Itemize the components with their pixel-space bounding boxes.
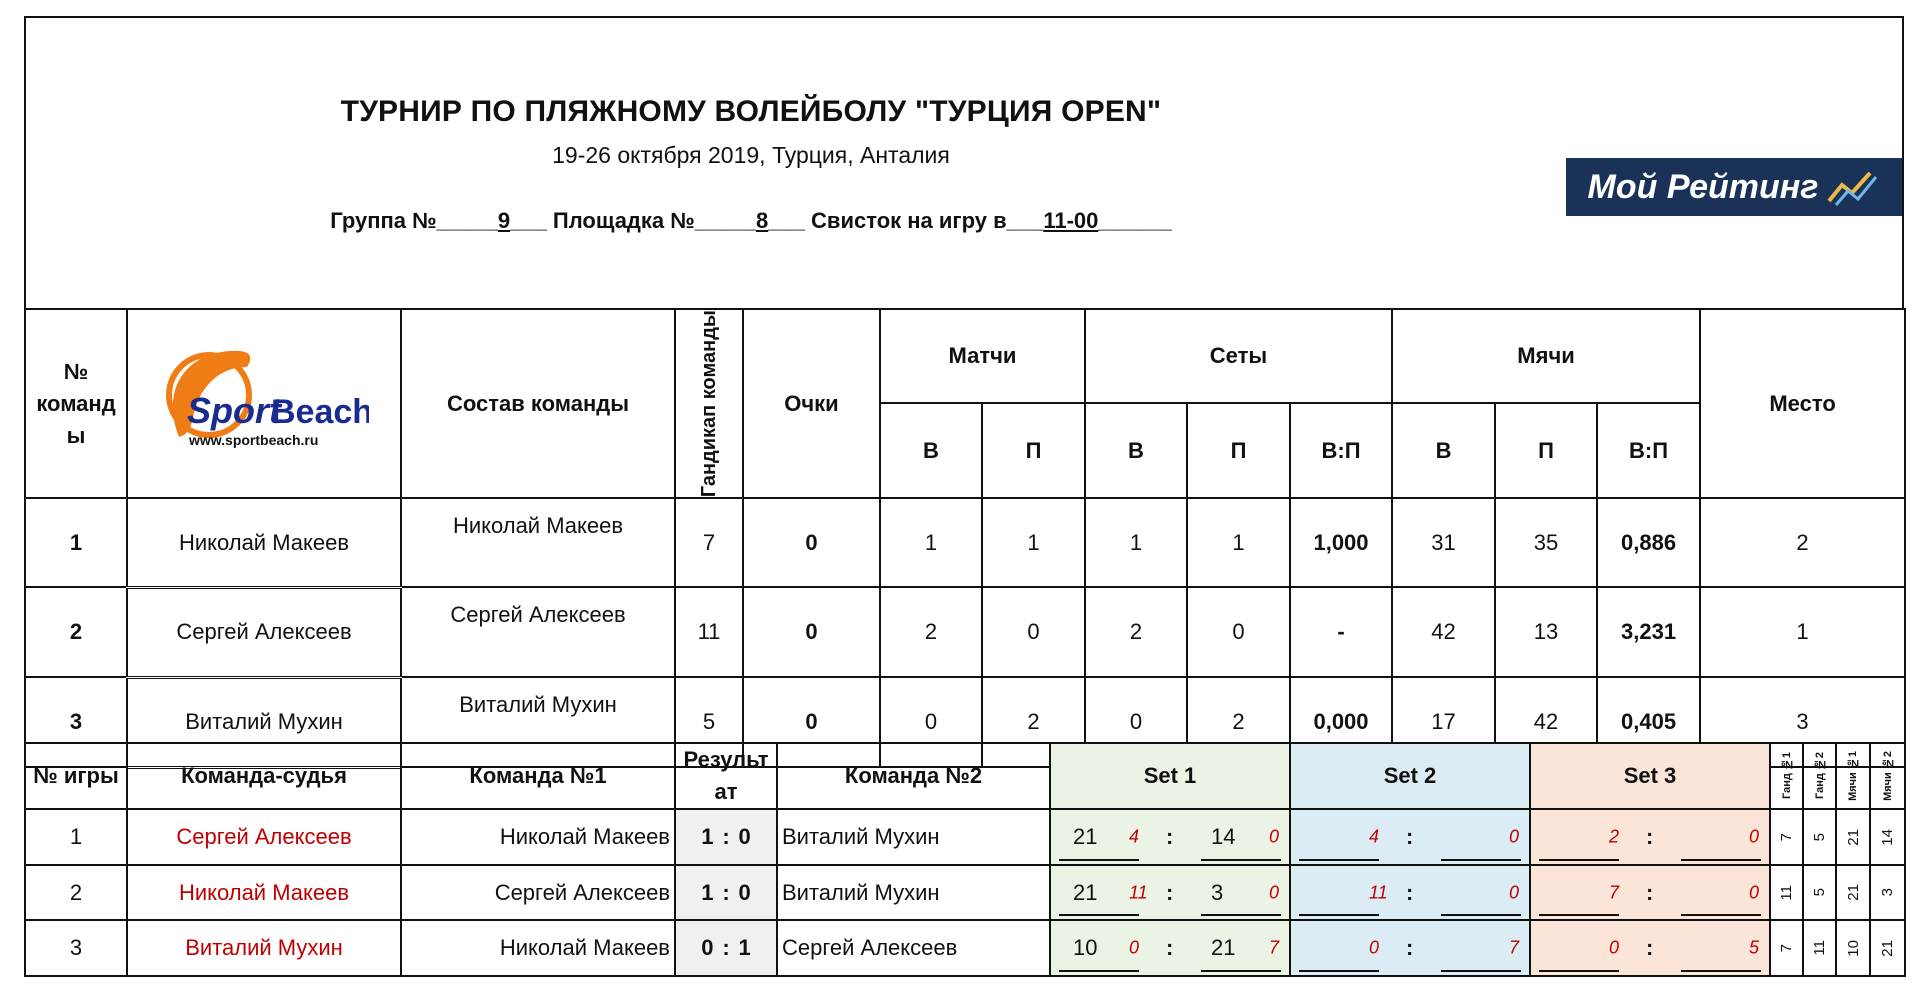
set3-score: 2 : 0 [1530, 809, 1770, 865]
game-referee: Виталий Мухин [127, 920, 401, 976]
hand2: 5 [1803, 865, 1836, 920]
court-value: 8 [755, 208, 769, 233]
game-no: 1 [25, 809, 127, 865]
game-team2: Виталий Мухин [777, 809, 1050, 865]
sets-ratio: - [1290, 587, 1392, 677]
moi-reyting-logo [1566, 158, 1902, 216]
set1-score: 21 4 : 14 0 [1050, 809, 1290, 865]
header-referee: Команда-судья [127, 743, 401, 809]
balls-won: 31 [1392, 498, 1495, 587]
matches-won: 1 [880, 498, 982, 587]
game-team2: Сергей Алексеев [777, 920, 1050, 976]
sets-ratio: 1,000 [1290, 498, 1392, 587]
match-info [26, 208, 1476, 234]
header-matches-l: П [982, 403, 1085, 498]
team-no: 2 [25, 587, 127, 677]
whistle-label: ___ Свисток на игру в___ [768, 208, 1044, 233]
team-place: 1 [1700, 587, 1905, 677]
team-no: 3 [25, 677, 127, 767]
matches-lost: 2 [982, 677, 1085, 767]
sportbeach-logo-cell [127, 309, 401, 498]
header-panel [24, 16, 1904, 308]
sets-won: 0 [1085, 677, 1187, 767]
games-table [24, 742, 1906, 977]
sets-lost: 2 [1187, 677, 1290, 767]
header-game-no: № игры [25, 743, 127, 809]
balls2: 14 [1870, 809, 1905, 865]
header-balls-ratio: В:П [1597, 403, 1700, 498]
game-result: 0 : 1 [675, 920, 777, 976]
whistle-tail: ______ [1098, 208, 1172, 233]
team-place: 3 [1700, 677, 1905, 767]
page-title: ТУРНИР ПО ПЛЯЖНОМУ ВОЛЕЙБОЛУ "ТУРЦИЯ OPEN" [340, 95, 1162, 128]
balls-ratio: 3,231 [1597, 587, 1700, 677]
header-set2: Set 2 [1290, 743, 1530, 809]
team-member: Виталий Мухин [401, 677, 675, 767]
team-handicap: 11 [675, 587, 743, 677]
header-matches: Матчи [880, 309, 1085, 403]
team-points: 0 [743, 587, 880, 677]
game-referee: Николай Макеев [127, 865, 401, 920]
hand2: 5 [1803, 809, 1836, 865]
sportbeach-logo [159, 347, 369, 455]
standings-table [24, 308, 1906, 769]
game-result: 1 : 0 [675, 865, 777, 920]
table-row [25, 920, 1905, 976]
matches-lost: 0 [982, 587, 1085, 677]
balls-lost: 13 [1495, 587, 1597, 677]
header-balls2: Мячи №2 [1870, 743, 1905, 809]
logo-word-beach: Beach [271, 392, 369, 431]
balls1: 21 [1836, 865, 1870, 920]
header-balls-w: В [1392, 403, 1495, 498]
rating-chart-icon [1826, 167, 1880, 207]
hand1: 7 [1770, 809, 1803, 865]
balls-ratio: 0,405 [1597, 677, 1700, 767]
team-name: Сергей Алексеев [127, 587, 401, 677]
header-set1: Set 1 [1050, 743, 1290, 809]
game-result: 1 : 0 [675, 809, 777, 865]
header-balls: Мячи [1392, 309, 1700, 403]
sets-ratio: 0,000 [1290, 677, 1392, 767]
game-no: 3 [25, 920, 127, 976]
logo-url: www.sportbeach.ru [189, 431, 319, 448]
game-team2: Виталий Мухин [777, 865, 1050, 920]
balls2: 21 [1870, 920, 1905, 976]
balls1: 21 [1836, 809, 1870, 865]
balls-lost: 35 [1495, 498, 1597, 587]
team-place: 2 [1700, 498, 1905, 587]
matches-won: 2 [880, 587, 982, 677]
sets-won: 2 [1085, 587, 1187, 677]
game-team1: Николай Макеев [401, 809, 675, 865]
page-subtitle: 19-26 октября 2019, Турция, Анталия [552, 142, 950, 168]
header-result: Результ ат [675, 743, 777, 809]
sets-lost: 0 [1187, 587, 1290, 677]
set2-score: 11 : 0 [1290, 865, 1530, 920]
hand2: 11 [1803, 920, 1836, 976]
group-label: Группа №_____ [330, 208, 498, 233]
header-sets-l: П [1187, 403, 1290, 498]
header-set3: Set 3 [1530, 743, 1770, 809]
header-sets: Сеты [1085, 309, 1392, 403]
set1-score: 21 11 : 3 0 [1050, 865, 1290, 920]
logo-word-sport: Sport [187, 389, 281, 431]
header-team2: Команда №2 [777, 743, 1050, 809]
set2-score: 0 : 7 [1290, 920, 1530, 976]
rating-logo-text: Мой Рейтинг [1587, 167, 1819, 206]
header-points: Очки [743, 309, 880, 498]
header-hand1: Ганд №1 [1770, 743, 1803, 809]
set3-score: 7 : 0 [1530, 865, 1770, 920]
group-value: 9 [497, 208, 511, 233]
team-points: 0 [743, 498, 880, 587]
set2-score: 4 : 0 [1290, 809, 1530, 865]
court-label: ___ Площадка №_____ [510, 208, 756, 233]
header-handicap: Гандикап команды [675, 309, 743, 498]
header-roster: Состав команды [401, 309, 675, 498]
header-matches-w: В [880, 403, 982, 498]
header-team-no: № команд ы [25, 309, 127, 498]
game-no: 2 [25, 865, 127, 920]
game-team1: Сергей Алексеев [401, 865, 675, 920]
header-balls1: Мячи №1 [1836, 743, 1870, 809]
team-no: 1 [25, 498, 127, 587]
header-hand2: Ганд №2 [1803, 743, 1836, 809]
sets-lost: 1 [1187, 498, 1290, 587]
table-row [25, 809, 1905, 865]
team-handicap: 7 [675, 498, 743, 587]
hand1: 7 [1770, 920, 1803, 976]
team-points: 0 [743, 677, 880, 767]
balls-ratio: 0,886 [1597, 498, 1700, 587]
team-member: Николай Макеев [401, 498, 675, 587]
table-row [25, 865, 1905, 920]
balls-won: 17 [1392, 677, 1495, 767]
whistle-value: 11-00 [1043, 208, 1099, 233]
sets-won: 1 [1085, 498, 1187, 587]
header-place: Место [1700, 309, 1905, 498]
balls-won: 42 [1392, 587, 1495, 677]
balls1: 10 [1836, 920, 1870, 976]
header-sets-ratio: В:П [1290, 403, 1392, 498]
set3-score: 0 : 5 [1530, 920, 1770, 976]
balls-lost: 42 [1495, 677, 1597, 767]
game-referee: Сергей Алексеев [127, 809, 401, 865]
header-team1: Команда №1 [401, 743, 675, 809]
team-name: Виталий Мухин [127, 677, 401, 767]
matches-won: 0 [880, 677, 982, 767]
team-handicap: 5 [675, 677, 743, 767]
header-balls-l: П [1495, 403, 1597, 498]
game-team1: Николай Макеев [401, 920, 675, 976]
team-member: Сергей Алексеев [401, 587, 675, 677]
balls2: 3 [1870, 865, 1905, 920]
matches-lost: 1 [982, 498, 1085, 587]
table-row [25, 587, 1905, 677]
table-row [25, 498, 1905, 587]
header-sets-w: В [1085, 403, 1187, 498]
set1-score: 10 0 : 21 7 [1050, 920, 1290, 976]
team-name: Николай Макеев [127, 498, 401, 587]
hand1: 11 [1770, 865, 1803, 920]
